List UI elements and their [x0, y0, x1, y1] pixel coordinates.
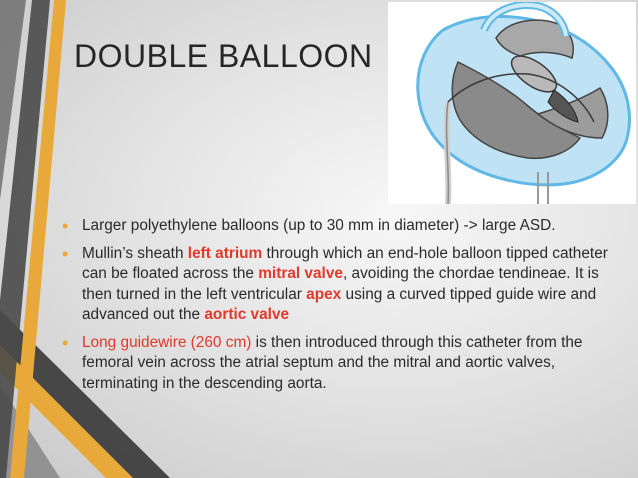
highlight-long-guidewire: Long guidewire (260 cm): [82, 333, 252, 351]
highlight-mitral-valve: mitral valve: [258, 265, 343, 282]
bullet-text: using a curved tipped guide wire and advanced out the: [82, 285, 597, 323]
bullet-dot-icon: •: [62, 216, 69, 236]
bullet-item-2: [62, 244, 622, 326]
bullet-text: through which an end-hole balloon tipped catheter can be floated across the: [82, 244, 608, 282]
bullet-dot-icon: •: [62, 332, 69, 353]
bullet-item-3: [62, 333, 622, 395]
highlight-aortic-valve: aortic valve: [204, 306, 290, 323]
heart-catheter-diagram-icon: [388, 2, 636, 204]
bullet-text: Larger polyethylene balloons (up to 30 mm in diameter) -> large ASD.: [82, 217, 556, 234]
bullet-text: , avoiding the chordae tendineae. It is then turned in the left ventricular: [82, 265, 599, 303]
bullet-dot-icon: •: [62, 243, 69, 264]
slide-title: DOUBLE BALLOON: [74, 38, 373, 74]
highlight-apex: apex: [306, 285, 342, 303]
bullet-text: is then introduced through this catheter from the femoral vein across the atrial septum and the mitral and aortic valves, terminating in the descending aorta.: [82, 333, 583, 392]
bullet-item-1: [62, 216, 622, 237]
bullet-text: Mullin’s sheath: [82, 244, 188, 262]
bullet-list: [62, 216, 622, 401]
highlight-left-atrium: left atrium: [187, 244, 263, 262]
